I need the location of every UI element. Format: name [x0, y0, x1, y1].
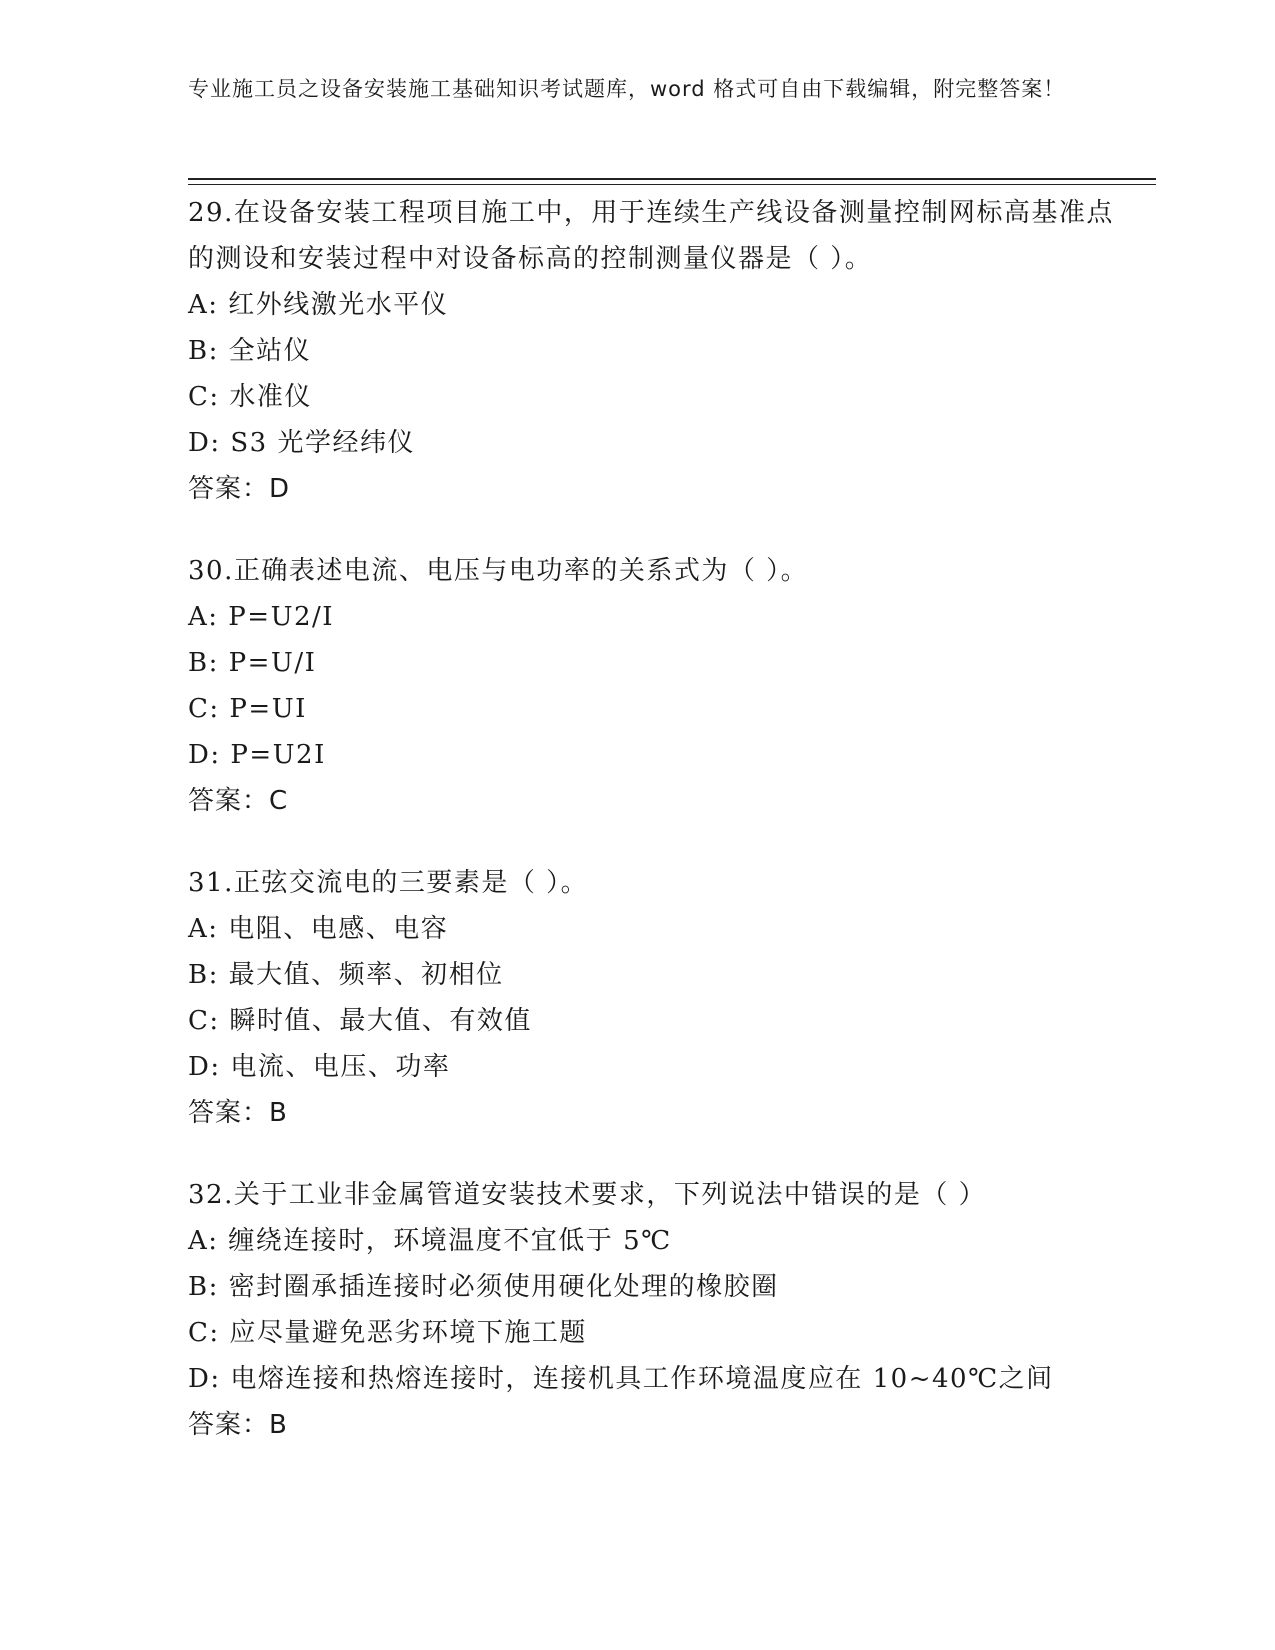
option-d: D: 电流、电压、功率 — [188, 1052, 451, 1082]
option-d: D: 电熔连接和热熔连接时，连接机具工作环境温度应在 10~40℃之间 — [188, 1364, 1054, 1394]
option-b: B: 最大值、频率、初相位 — [188, 960, 504, 990]
option-a: A: 电阻、电感、电容 — [188, 914, 449, 944]
question-list — [188, 190, 1128, 1484]
option-c: C: P=UI — [188, 694, 307, 724]
answer-line: 答案：B — [188, 1098, 288, 1128]
option-b: B: 密封圈承插连接时必须使用硬化处理的橡胶圈 — [188, 1272, 779, 1302]
option-a: A: 红外线激光水平仪 — [188, 290, 449, 320]
question-32 — [188, 1172, 1128, 1448]
option-d: D: S3 光学经纬仪 — [188, 428, 415, 458]
answer-line: 答案：D — [188, 474, 291, 504]
question-stem: 32.关于工业非金属管道安装技术要求，下列说法中错误的是（ ） — [188, 1180, 987, 1210]
question-31 — [188, 860, 1128, 1136]
question-30 — [188, 548, 1128, 824]
option-d: D: P=U2I — [188, 740, 326, 770]
question-stem: 30.正确表述电流、电压与电功率的关系式为（ ）。 — [188, 556, 809, 586]
header-divider-thin — [188, 184, 1156, 185]
answer-line: 答案：B — [188, 1410, 288, 1440]
option-c: C: 应尽量避免恶劣环境下施工题 — [188, 1318, 587, 1348]
question-stem: 31.正弦交流电的三要素是（ ）。 — [188, 868, 589, 898]
document-header: 专业施工员之设备安装施工基础知识考试题库，word 格式可自由下载编辑，附完整答案！ — [188, 77, 1066, 101]
option-c: C: 瞬时值、最大值、有效值 — [188, 1006, 532, 1036]
answer-line: 答案：C — [188, 786, 289, 816]
question-29 — [188, 190, 1128, 512]
header-divider-thick — [188, 178, 1156, 180]
option-a: A: P=U2/I — [188, 602, 335, 632]
option-b: B: 全站仪 — [188, 336, 312, 366]
option-a: A: 缠绕连接时，环境温度不宜低于 5℃ — [188, 1226, 672, 1256]
option-c: C: 水准仪 — [188, 382, 312, 412]
option-b: B: P=U/I — [188, 648, 317, 678]
question-stem: 29.在设备安装工程项目施工中，用于连续生产线设备测量控制网标高基准点的测设和安装过程中对设备标高的控制测量仪器是（ ）。 — [188, 198, 1114, 274]
